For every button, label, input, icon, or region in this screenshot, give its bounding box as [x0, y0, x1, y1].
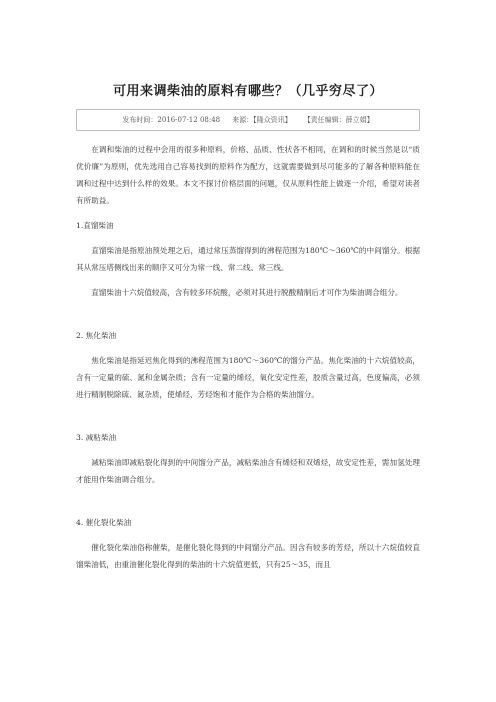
- section-heading: 2. 焦化柴油: [76, 331, 117, 340]
- section-paragraph: 催化裂化柴油俗称催柴，是催化裂化得到的中间馏分产品。因含有较多的芳烃，所以十六烷值较直馏柴油低，由重油催化裂化得到的柴油的十六烷值更低，只有25～35，而且: [76, 543, 420, 569]
- editor: 【责任编辑：薛立娟】: [303, 116, 374, 124]
- section-heading: 4. 催化裂化柴油: [76, 518, 132, 527]
- article-body: [76, 141, 420, 573]
- section-paragraph: 直馏柴油是指原油预处理之后，通过常压蒸馏得到的沸程范围为180℃～360℃的中间馏分。根据其从常压塔侧线出来的顺序又可分为常一线、常二线、常三线。: [76, 246, 420, 272]
- section-paragraph: 直馏柴油十六烷值较高，含有较多环烷酸，必须对其进行脱酸精制后才可作为柴油调合组分。: [91, 288, 403, 297]
- intro-paragraph: 在调和柴油的过程中会用的很多种原料，价格、品质、性状各不相同，在调和的时候当然是以“质优价廉”为原则，优先选用自己容易找到的原料作为配方，这就需要做到尽可能多的了解各种原料能在调和过程中达到什么样的效果。本文不探讨价格层面的问题，仅从原料性能上做逐一介绍，希望对读者有所助益。: [76, 145, 420, 205]
- publish-time: 发布时间：2016-07-12 08:48: [122, 116, 221, 124]
- section-heading: 1.直馏柴油: [76, 221, 114, 230]
- article-title: 可用来调柴油的原料有哪些？（几乎穷尽了）: [112, 84, 383, 99]
- section-paragraph: 焦化柴油是指延迟焦化得到的沸程范围为180℃～360℃的馏分产品。焦化柴油的十六烷值较高，含有一定量的硫、氮和金属杂质；含有一定量的烯烃，氧化安定性差，胶质含量过高，色度偏高，必须进行精制脱除硫、氮杂质，使烯烃、芳烃饱和才能作为合格的柴油馏分。: [76, 356, 420, 399]
- article-meta-box: [76, 109, 420, 131]
- section-paragraph: 减粘柴油即减粘裂化得到的中间馏分产品，减粘柴油含有烯烃和双烯烃，故安定性差，需加氢处理才能用作柴油调合组分。: [76, 458, 420, 484]
- source: 来源：【隆众资讯】: [232, 116, 292, 124]
- section-heading: 3. 减粘柴油: [76, 433, 117, 442]
